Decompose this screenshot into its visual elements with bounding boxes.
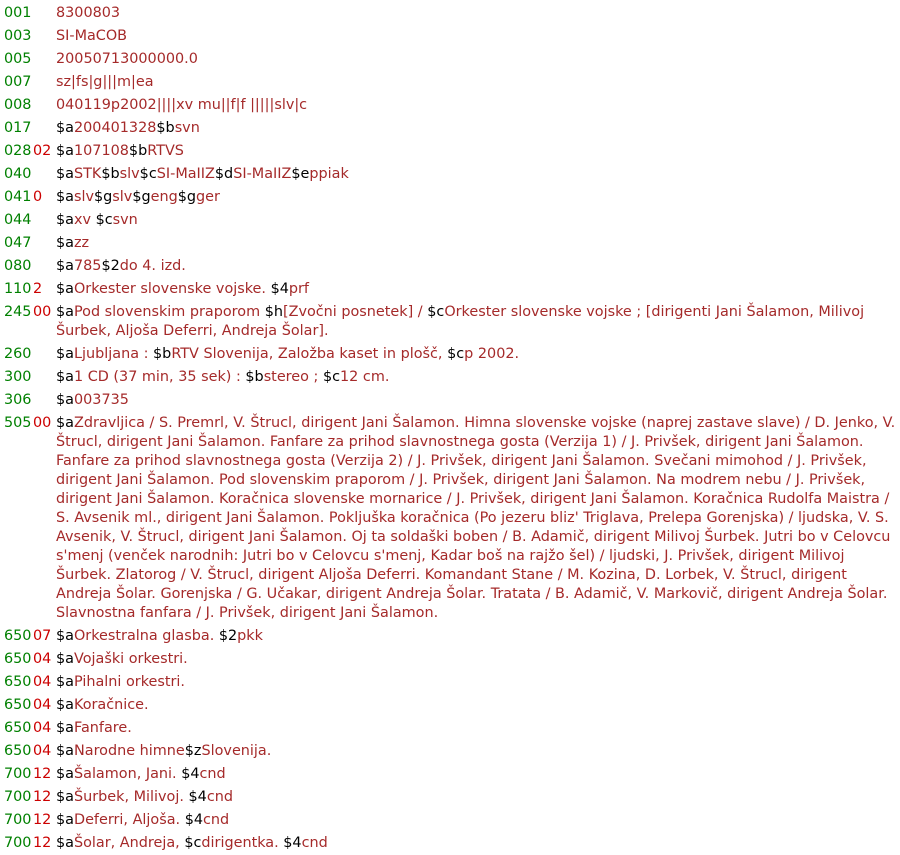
subfield-value: xv [73,212,96,228]
field-content [56,303,900,341]
field-indicators [33,27,56,46]
subfield-value: STK [73,166,102,182]
field-row-505 [4,414,900,623]
field-indicators [33,391,56,410]
field-indicators [33,257,56,276]
subfield-value: stereo ; [263,369,323,385]
field-content [56,650,900,669]
subfield-value: ger [196,189,220,205]
subfield-code: $4 [181,766,200,782]
field-tag: 017 [4,120,32,136]
field-tag: 700 [4,812,32,828]
field-tag: 260 [4,346,32,362]
field-content [56,765,900,784]
field-row-650 [4,742,900,761]
field-content [56,280,900,299]
field-tag: 700 [4,835,32,851]
subfield-code: $c [427,304,445,320]
field-row-650 [4,650,900,669]
field-indicators: 2 [33,281,43,297]
subfield-value: Vojaški orkestri. [73,651,188,667]
field-content [56,811,900,830]
subfield-value: cnd [206,789,233,805]
field-content [56,119,900,138]
field-tag: 245 [4,304,32,320]
field-content [56,50,900,69]
field-indicators: 00 [33,304,52,320]
subfield-value: Narodne himne [73,743,185,759]
subfield-code: $g [94,189,113,205]
field-tag: 306 [4,392,32,408]
subfield-code: $z [184,743,202,759]
field-content [56,4,900,23]
subfield-value: cnd [301,835,328,851]
subfield-code: $b [128,143,148,159]
subfield-value: 107108 [73,143,129,159]
subfield-value: Pod slovenskim praporom [73,304,265,320]
subfield-value: [Zvočni posnetek] / [282,304,428,320]
subfield-value: SI-MaIIZ [156,166,215,182]
subfield-code: $a [56,392,74,408]
subfield-code: $a [56,720,74,736]
field-row-003 [4,27,900,46]
field-row-047 [4,234,900,253]
field-row-028 [4,142,900,161]
field-indicators: 12 [33,835,52,851]
subfield-value: 8300803 [56,5,121,21]
field-row-080 [4,257,900,276]
subfield-code: $a [56,281,74,297]
subfield-value: Šolar, Andreja, [73,835,185,851]
field-row-007 [4,73,900,92]
subfield-value: p 2002. [464,346,520,362]
subfield-code: $d [214,166,234,182]
subfield-value: Koračnice. [73,697,149,713]
field-indicators: 12 [33,812,52,828]
field-indicators: 04 [33,674,52,690]
subfield-value: SI-MaCOB [56,28,128,44]
field-content [56,696,900,715]
field-row-650 [4,627,900,646]
subfield-value: svn [112,212,138,228]
field-content [56,834,900,853]
subfield-code: $a [56,304,74,320]
field-row-700 [4,788,900,807]
subfield-code: $a [56,835,74,851]
subfield-code: $h [264,304,283,320]
field-row-040 [4,165,900,184]
field-tag: 007 [4,74,32,90]
subfield-code: $a [56,674,74,690]
field-indicators [33,50,56,69]
subfield-value: slv [112,189,133,205]
subfield-code: $b [245,369,264,385]
subfield-code: $g [177,189,197,205]
field-row-700 [4,811,900,830]
subfield-value: RTV Slovenija, Založba kaset in plošč, [171,346,448,362]
field-content [56,96,900,115]
field-tag: 028 [4,143,32,159]
field-indicators: 04 [33,720,52,736]
field-row-044 [4,211,900,230]
field-tag: 005 [4,51,32,67]
subfield-code: $a [56,651,74,667]
field-content [56,165,900,184]
field-indicators: 04 [33,697,52,713]
field-tag: 650 [4,651,32,667]
field-content [56,234,900,253]
field-content [56,742,900,761]
subfield-code: $2 [101,258,120,274]
subfield-value: cnd [203,812,230,828]
field-content [56,211,900,230]
field-tag: 040 [4,166,32,182]
subfield-code: $a [56,120,74,136]
field-indicators: 00 [33,415,52,431]
field-row-245 [4,303,900,341]
subfield-value: Ljubljana : [73,346,154,362]
field-content [56,627,900,646]
field-content [56,673,900,692]
field-content [56,345,900,364]
subfield-value: Deferri, Aljoša. [73,812,185,828]
field-row-005 [4,50,900,69]
field-indicators: 0 [33,189,43,205]
subfield-code: $c [447,346,465,362]
field-content [56,788,900,807]
field-row-001 [4,4,900,23]
subfield-value: 003735 [73,392,129,408]
field-tag: 001 [4,5,32,21]
field-indicators [33,211,56,230]
field-indicators [33,234,56,253]
subfield-value: dirigentka. [201,835,284,851]
field-indicators [33,73,56,92]
subfield-value: Orkester slovenske vojske. [73,281,271,297]
field-content [56,414,900,623]
subfield-code: $a [56,346,74,362]
field-indicators: 12 [33,789,52,805]
subfield-code: $2 [218,628,238,644]
subfield-value: do 4. izd. [119,258,186,274]
field-indicators [33,165,56,184]
subfield-value: ppiak [309,166,349,182]
field-indicators: 04 [33,743,52,759]
subfield-code: $4 [188,789,207,805]
field-row-650 [4,673,900,692]
field-indicators: 12 [33,766,52,782]
field-row-300 [4,368,900,387]
subfield-value: svn [174,120,200,136]
subfield-value: Orkestralna glasba. [73,628,219,644]
subfield-value: eng [150,189,178,205]
subfield-value: 1 CD (37 min, 35 sek) : [73,369,246,385]
field-tag: 700 [4,789,32,805]
field-tag: 008 [4,97,32,113]
subfield-code: $a [56,789,74,805]
field-row-260 [4,345,900,364]
subfield-code: $a [56,628,74,644]
subfield-code: $a [56,166,74,182]
field-row-700 [4,834,900,853]
subfield-code: $a [56,743,74,759]
field-content [56,188,900,207]
subfield-code: $b [153,346,172,362]
subfield-code: $a [56,212,74,228]
field-indicators: 04 [33,651,52,667]
subfield-value: 040119p2002||||xv mu||f|f |||||slv|c [56,97,308,113]
subfield-value: 20050713000000.0 [56,51,198,67]
field-tag: 650 [4,697,32,713]
subfield-value: zz [73,235,90,251]
field-indicators [33,4,56,23]
field-tag: 650 [4,720,32,736]
subfield-code: $a [56,235,74,251]
field-tag: 300 [4,369,32,385]
field-tag: 700 [4,766,32,782]
field-tag: 650 [4,674,32,690]
subfield-code: $c [139,166,157,182]
subfield-value: sz|fs|g|||m|ea [56,74,154,90]
subfield-code: $a [56,415,74,431]
subfield-code: $a [56,697,74,713]
field-row-306 [4,391,900,410]
field-tag: 650 [4,628,32,644]
subfield-code: $a [56,812,74,828]
field-tag: 650 [4,743,32,759]
field-indicators [33,96,56,115]
field-tag: 041 [4,189,32,205]
subfield-code: $b [101,166,120,182]
field-row-650 [4,696,900,715]
field-row-110 [4,280,900,299]
subfield-code: $4 [270,281,289,297]
field-indicators: 02 [33,143,52,159]
field-indicators [33,119,56,138]
field-row-650 [4,719,900,738]
subfield-code: $a [56,369,74,385]
field-tag: 110 [4,281,32,297]
subfield-value: Pihalni orkestri. [73,674,185,690]
subfield-code: $4 [184,812,203,828]
subfield-code: $b [156,120,175,136]
subfield-code: $e [291,166,310,182]
field-tag: 003 [4,28,32,44]
field-content [56,719,900,738]
subfield-code: $c [184,835,202,851]
field-indicators [33,368,56,387]
field-tag: 080 [4,258,32,274]
field-content [56,73,900,92]
subfield-value: Fanfare. [73,720,132,736]
field-tag: 047 [4,235,32,251]
subfield-code: $4 [283,835,302,851]
subfield-code: $a [56,766,74,782]
field-row-017 [4,119,900,138]
subfield-value: SI-MaIIZ [233,166,292,182]
subfield-value: pkk [237,628,263,644]
subfield-code: $g [132,189,151,205]
field-content [56,27,900,46]
field-indicators: 07 [33,628,52,644]
subfield-value: RTVS [147,143,184,159]
field-row-008 [4,96,900,115]
field-tag: 044 [4,212,32,228]
subfield-value: slv [73,189,94,205]
subfield-code: $c [95,212,113,228]
subfield-code: $c [322,369,341,385]
field-row-041 [4,188,900,207]
field-content [56,391,900,410]
field-indicators [33,345,56,364]
subfield-value: 12 cm. [340,369,390,385]
subfield-value: Šurbek, Milivoj. [73,789,189,805]
subfield-value: Zdravljica / S. Premrl, V. Štrucl, dirigent Jani Šalamon. Himna slovenske vojske (naprej zastave slave) / D. Jenko, V. Štrucl, dirigent Jani Šalamon. Fanfare za prihod slavnostnega gosta (Verzija 1) / J. Privšek, dirigent Jani Šalamon. Fanfare za prihod slavnostnega gosta (Verzija 2) / J. Privšek, dirigent Jani Šalamon. Svečani mimohod / J. Privšek, dirigent Jani Šalamon. Pod slovenskim praporom / J. Privšek, dirigent Jani Šalamon. Na modrem nebu / J. Privšek, dirigent Jani Šalamon. Koračnica slovenske mornarice / J. Privšek, dirigent Jani Šalamon. Koračnica Rudolfa Maistra / S. Avsenik ml., dirigent Jani Šalamon. Pokljuška koračnica (Po jezeru bliz' Triglava, Prelepa Gorenjska) / ljudska, V. S. Avsenik, V. Štrucl, dirigent Jani Šalamon. Oj ta soldaški boben / B. Adamič, dirigent Milivoj Šurbek. Jutri bo v Celovcu s'menj (venček narodnih: Jutri bo v Celovcu s'menj, Kadar boš na rajžo šel) / ljudski, J. Privšek, dirigent Milivoj Šurbek. Zlatorog / V. Štrucl, dirigent Aljoša Deferri. Komandant Stane / M. Kozina, D. Lorbek, V. Štrucl, dirigent Andreja Šolar. Gorenjska / G. Učakar, dirigent Andreja Šolar. Tratata / B. Adamič, V. Markovič, dirigent Andreja Šolar. Slavnostna fanfara / J. Privšek, dirigent Jani Šalamon. [56,415,896,621]
field-content [56,142,900,161]
subfield-value: cnd [199,766,226,782]
subfield-value: slv [119,166,140,182]
subfield-value: Šalamon, Jani. [73,766,182,782]
subfield-value: 785 [73,258,102,274]
subfield-value: 200401328 [73,120,157,136]
subfield-value: Orkester slovenske vojske ; [dirigenti Jani Šalamon, Milivoj Šurbek, Aljoša Deferri, Andreja Šolar]. [56,304,865,339]
field-tag: 505 [4,415,32,431]
subfield-code: $a [56,258,74,274]
subfield-value: prf [288,281,309,297]
field-row-700 [4,765,900,784]
subfield-code: $a [56,143,74,159]
field-content [56,257,900,276]
field-content [56,368,900,387]
subfield-code: $a [56,189,74,205]
subfield-value: Slovenija. [201,743,272,759]
